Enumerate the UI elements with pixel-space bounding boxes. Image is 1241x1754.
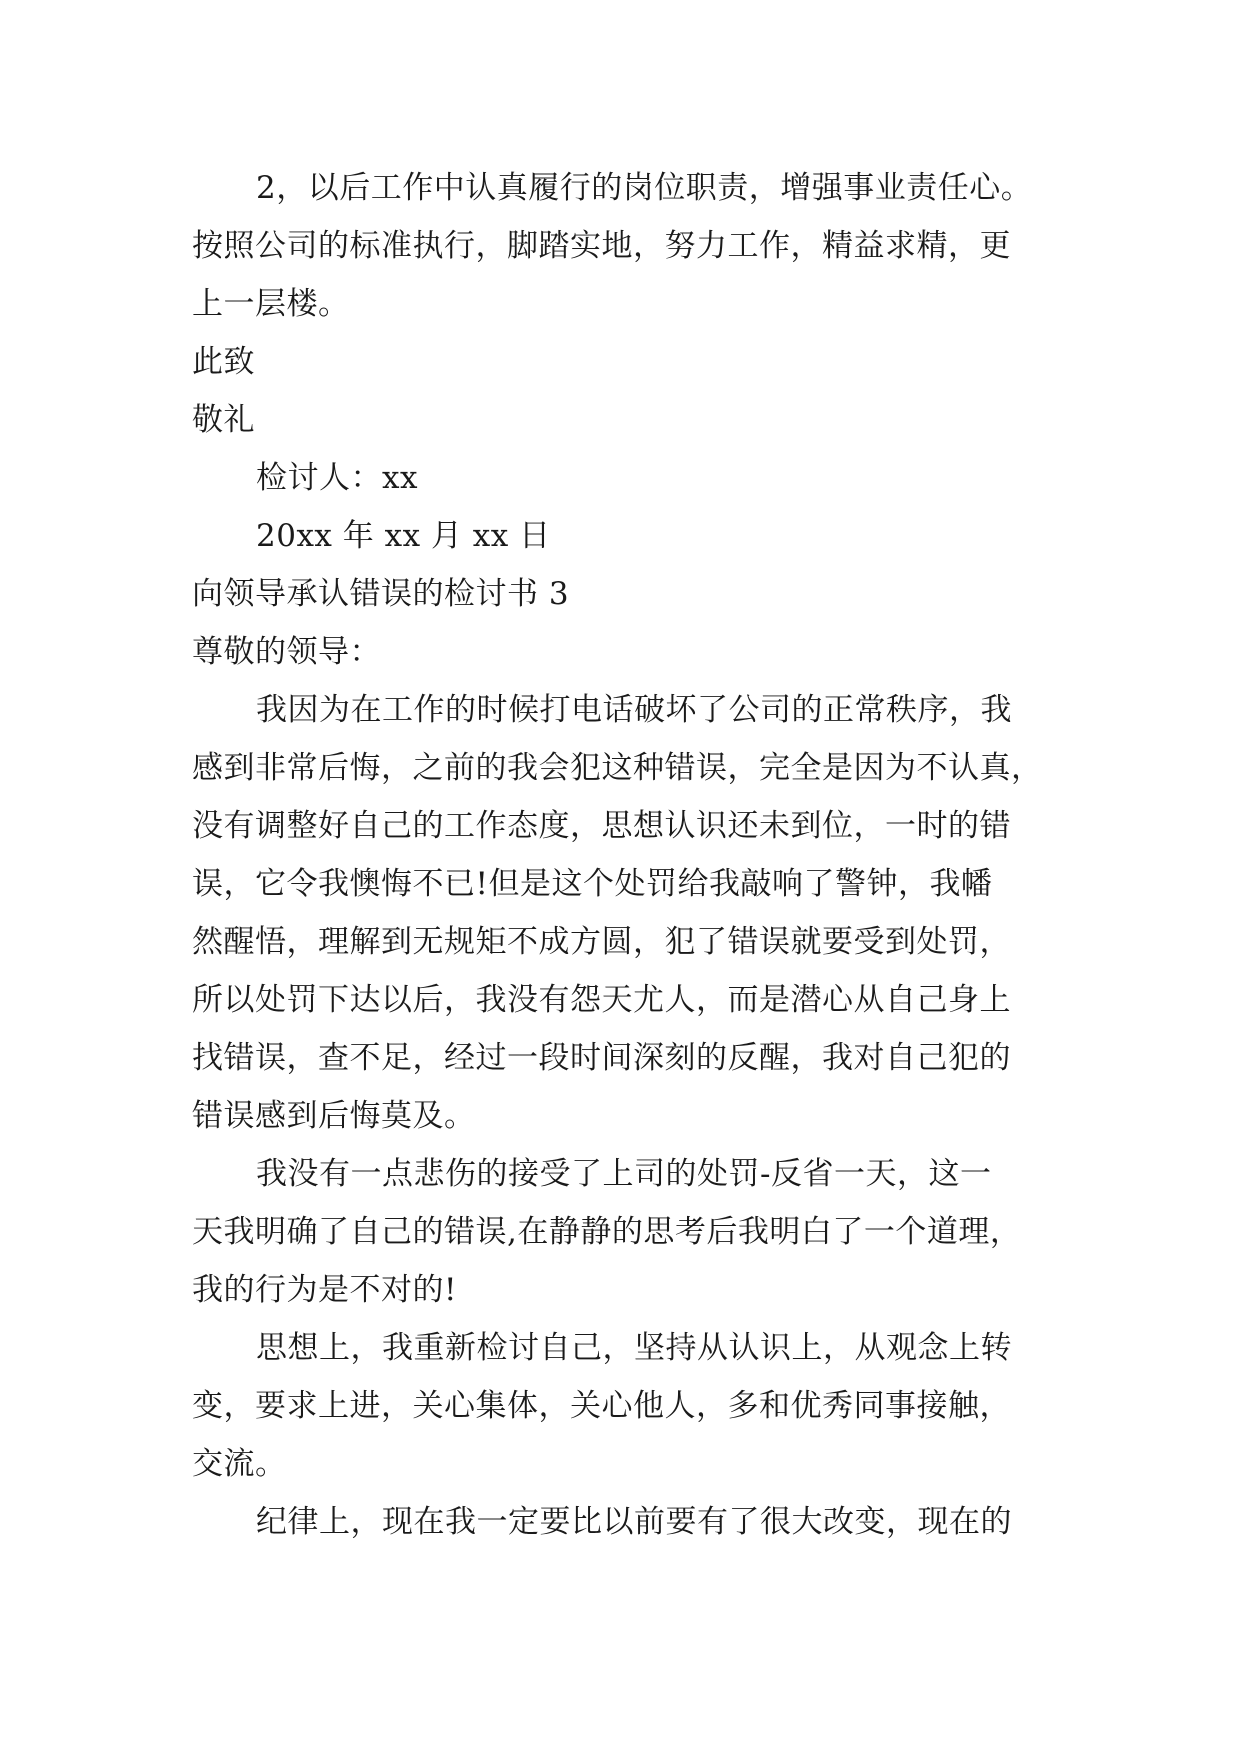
section-title: 向领导承认错误的检讨书 3 xyxy=(192,576,570,612)
paragraph-line: 变，要求上进，关心集体，关心他人，多和优秀同事接触， xyxy=(192,1388,1011,1424)
paragraph-line: 天我明确了自己的错误,在静静的思考后我明白了一个道理， xyxy=(192,1214,1022,1250)
paragraph-line: 2，以后工作中认真履行的岗位职责，增强事业责任心。 xyxy=(256,170,1033,206)
paragraph-line: 我没有一点悲伤的接受了上司的处罚-反省一天，这一 xyxy=(256,1156,992,1192)
signature-line: 检讨人：xx xyxy=(256,460,418,496)
paragraph-line: 交流。 xyxy=(192,1446,287,1482)
paragraph-line: 思想上，我重新检讨自己，坚持从认识上，从观念上转 xyxy=(256,1330,1012,1366)
paragraph-line: 我因为在工作的时候打电话破坏了公司的正常秩序，我 xyxy=(256,692,1012,728)
paragraph-line: 没有调整好自己的工作态度，思想认识还未到位，一时的错 xyxy=(192,808,1011,844)
paragraph-line: 纪律上，现在我一定要比以前要有了很大改变，现在的 xyxy=(256,1504,1012,1540)
paragraph-line: 找错误，查不足，经过一段时间深刻的反醒，我对自己犯的 xyxy=(192,1040,1011,1076)
paragraph-line: 按照公司的标准执行，脚踏实地，努力工作，精益求精，更 xyxy=(192,228,1011,264)
paragraph-line: 所以处罚下达以后，我没有怨天尤人，而是潜心从自己身上 xyxy=(192,982,1011,1018)
closing-line: 敬礼 xyxy=(192,402,255,438)
closing-line: 此致 xyxy=(192,344,255,380)
paragraph-line: 感到非常后悔，之前的我会犯这种错误，完全是因为不认真， xyxy=(192,750,1043,786)
paragraph-line: 上一层楼。 xyxy=(192,286,350,322)
salutation: 尊敬的领导： xyxy=(192,634,381,670)
paragraph-line: 然醒悟，理解到无规矩不成方圆，犯了错误就要受到处罚， xyxy=(192,924,1011,960)
paragraph-line: 误，它令我懊悔不已!但是这个处罚给我敲响了警钟，我幡 xyxy=(192,866,993,902)
paragraph-line: 我的行为是不对的! xyxy=(192,1272,457,1308)
date-line: 20xx 年 xx 月 xx 日 xyxy=(256,518,551,554)
paragraph-line: 错误感到后悔莫及。 xyxy=(192,1098,476,1134)
